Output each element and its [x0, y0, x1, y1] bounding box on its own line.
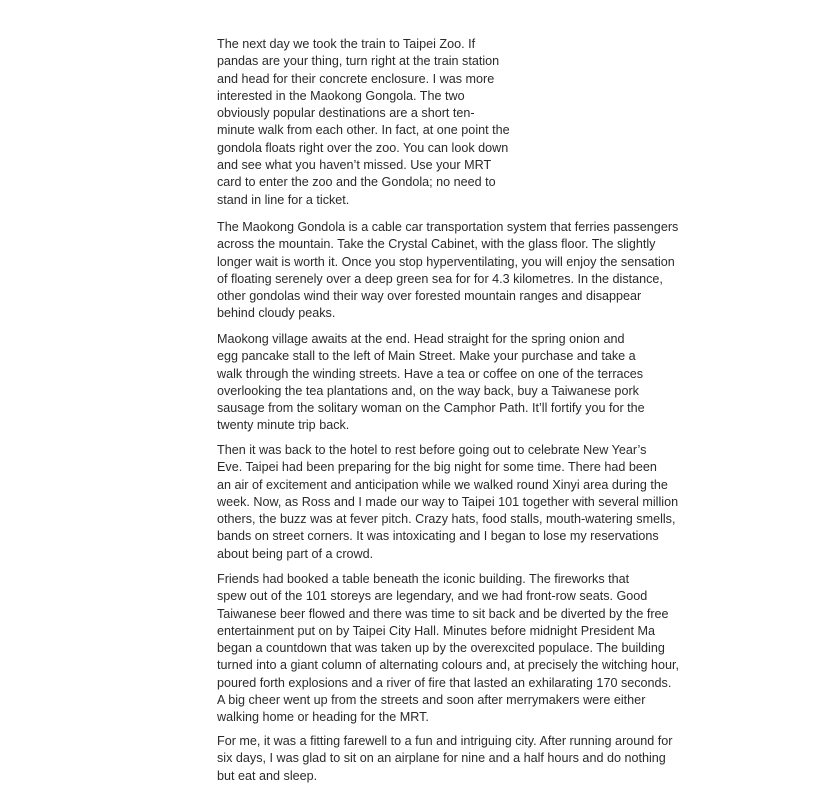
- text-line: Friends had booked a table beneath the iconic building. The fireworks that: [217, 572, 630, 586]
- text-line: obviously popular destinations are a short ten-: [217, 106, 475, 121]
- paragraph-new-years-eve: [217, 442, 678, 563]
- text-line: an air of excitement and anticipation while we walked round Xinyi area during the: [217, 477, 668, 492]
- text-line: of floating serenely over a deep green sea for for 4.3 kilometres. In the distance,: [217, 271, 663, 286]
- text-line: poured forth explosions and a river of fire that lasted an exhilarating 170 seconds.: [217, 675, 672, 690]
- paragraph-farewell: [217, 733, 672, 785]
- text-line: Eve. Taipei had been preparing for the big night for some time. There had been: [217, 460, 657, 475]
- text-line: The next day we took the train to Taipei Zoo. If: [217, 37, 476, 51]
- text-line: began a countdown that was taken up by the overexcited populace. The building: [217, 641, 665, 656]
- paragraph-maokong-village: [217, 331, 645, 435]
- text-line: Taiwanese beer flowed and there was time to sit back and be diverted by the free: [217, 606, 669, 621]
- text-line: Maokong village awaits at the end. Head straight for the spring onion and: [217, 332, 625, 346]
- text-line: For me, it was a fitting farewell to a fun and intriguing city. After running around for: [217, 734, 673, 748]
- text-line: others, the buzz was at fever pitch. Crazy hats, food stalls, mouth-watering smells,: [217, 512, 676, 527]
- text-line: The Maokong Gondola is a cable car transportation system that ferries passengers: [217, 220, 679, 234]
- text-line: and head for their concrete enclosure. I was more: [217, 71, 495, 86]
- text-line: card to enter the zoo and the Gondola; no need to: [217, 175, 496, 190]
- text-line: sausage from the solitary woman on the Camphor Path. It’ll fortify you for the: [217, 401, 645, 416]
- text-line: and see what you haven’t missed. Use your MRT: [217, 158, 492, 173]
- text-line: but eat and sleep.: [217, 768, 318, 783]
- text-line: walk through the winding streets. Have a tea or coffee on one of the terraces: [217, 366, 644, 381]
- text-line: other gondolas wind their way over forested mountain ranges and disappear: [217, 289, 642, 304]
- text-line: entertainment put on by Taipei City Hall. Minutes before midnight President Ma: [217, 623, 655, 638]
- text-line: across the mountain. Take the Crystal Cabinet, with the glass floor. The slightly: [217, 237, 656, 252]
- text-line: bands on street corners. It was intoxicating and I began to lose my reservations: [217, 529, 659, 544]
- text-line: gondola floats right over the zoo. You can look down: [217, 140, 509, 155]
- text-line: behind cloudy peaks.: [217, 306, 336, 321]
- paragraph-fireworks: [217, 571, 679, 727]
- text-line: longer wait is worth it. Once you stop hyperventilating, you will enjoy the sensation: [217, 254, 675, 269]
- text-line: egg pancake stall to the left of Main Street. Make your purchase and take a: [217, 349, 636, 364]
- text-line: stand in line for a ticket.: [217, 192, 350, 207]
- text-line: A big cheer went up from the streets and soon after merrymakers were either: [217, 693, 646, 708]
- text-line: about being part of a crowd.: [217, 546, 374, 561]
- text-line: overlooking the tea plantations and, on the way back, buy a Taiwanese pork: [217, 383, 639, 398]
- paragraph-taipei-zoo: [217, 36, 510, 209]
- text-line: minute walk from each other. In fact, at one point the: [217, 123, 510, 138]
- text-line: twenty minute trip back.: [217, 418, 350, 433]
- text-line: walking home or heading for the MRT.: [217, 710, 429, 725]
- text-line: pandas are your thing, turn right at the train station: [217, 54, 500, 69]
- text-line: interested in the Maokong Gongola. The two: [217, 88, 465, 103]
- text-line: week. Now, as Ross and I made our way to Taipei 101 together with several million: [217, 494, 679, 509]
- text-line: six days, I was glad to sit on an airplane for nine and a half hours and do nothing: [217, 751, 666, 766]
- text-line: turned into a giant column of alternating colours and, at precisely the witching hour,: [217, 658, 680, 673]
- text-line: spew out of the 101 storeys are legendary, and we had front-row seats. Good: [217, 589, 648, 604]
- text-line: Then it was back to the hotel to rest before going out to celebrate New Year’s: [217, 443, 647, 457]
- paragraph-maokong-gondola: [217, 219, 678, 323]
